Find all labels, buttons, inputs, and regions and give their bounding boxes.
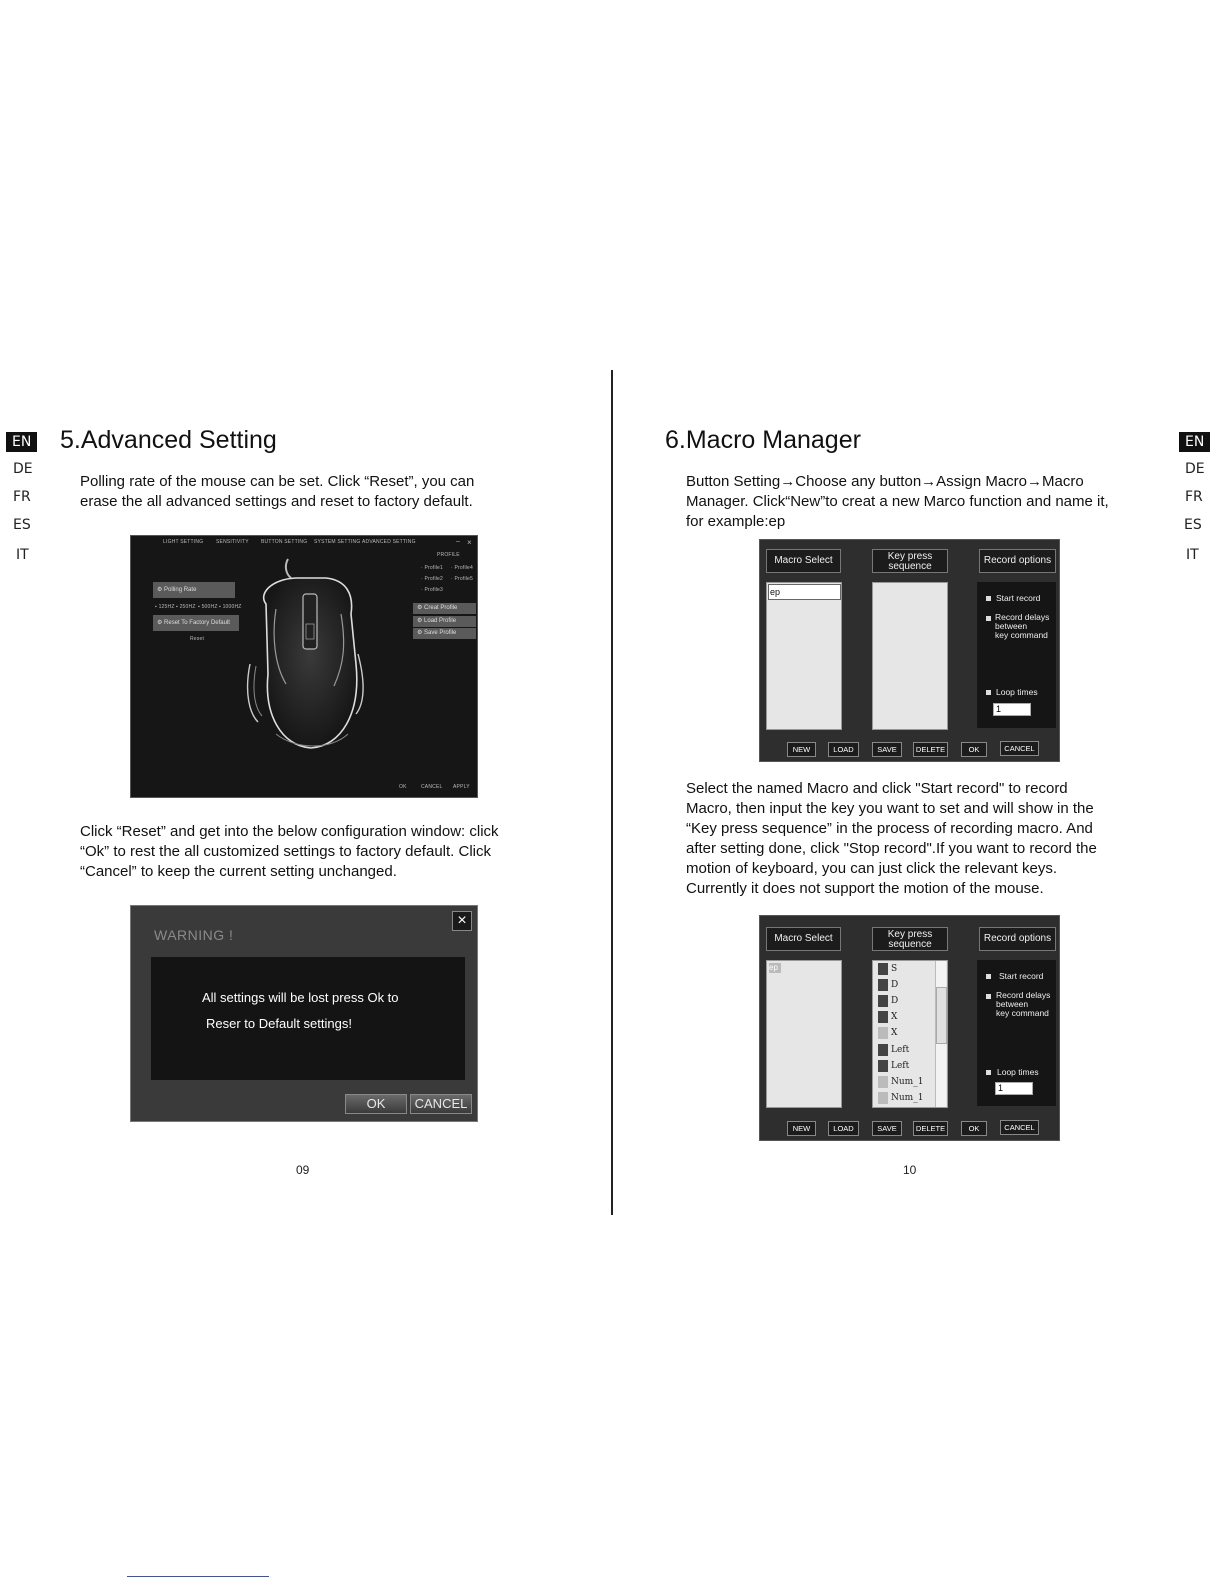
warning-message-line2: Reser to Default settings! — [206, 1016, 352, 1031]
sequence-item[interactable]: Left — [878, 1042, 909, 1058]
arrow-up-icon — [878, 1027, 888, 1039]
record-options-header: Record options — [979, 927, 1056, 951]
lang-tab-de-right[interactable]: DE — [1185, 461, 1205, 477]
macro-list[interactable] — [766, 960, 842, 1108]
loop-times-checkbox[interactable] — [986, 1070, 991, 1075]
page-title-advanced-setting: 5.Advanced Setting — [60, 426, 277, 454]
lang-tab-es-right[interactable]: ES — [1184, 517, 1202, 533]
close-icon[interactable]: × — [452, 911, 472, 931]
polling-option-250[interactable]: ▪ 250HZ — [176, 604, 196, 610]
load-button[interactable]: LOAD — [828, 1121, 859, 1136]
reset-factory-default-button[interactable] — [153, 615, 239, 631]
text-line: “Key press sequence” in the process of recording macro. And — [686, 820, 1093, 837]
warning-ok-button[interactable]: OK — [345, 1094, 407, 1114]
text-line: after setting done, click "Stop record".If you want to record the — [686, 840, 1097, 857]
creat-profile-button[interactable]: ⚙ Creat Profile — [413, 603, 476, 614]
sequence-scrollbar[interactable] — [935, 961, 946, 1107]
macro-select-header: Macro Select — [766, 927, 841, 951]
profile-3[interactable]: · Profile3 — [421, 587, 444, 593]
text-line: Currently it does not support the motion of the mouse. — [686, 880, 1044, 897]
sequence-item[interactable]: Num_1 — [878, 1074, 923, 1090]
sequence-item[interactable]: S — [878, 961, 897, 977]
tab-light-setting[interactable]: LIGHT SETTING — [163, 539, 204, 545]
reset-instructions-paragraph — [80, 822, 499, 882]
advanced-setting-screenshot — [130, 535, 478, 798]
delete-button[interactable]: DELETE — [913, 742, 948, 757]
text-line: erase the all advanced settings and reset to factory default. — [80, 493, 473, 510]
text-line: motion of keyboard, you can just click the relevant keys. — [686, 860, 1058, 877]
load-profile-button[interactable]: ⚙ Load Profile — [413, 616, 476, 627]
profile-1[interactable]: · Profile1 — [421, 565, 444, 571]
tab-advanced-setting[interactable]: ADVANCED SETTING — [362, 539, 416, 545]
cancel-button[interactable]: CANCEL — [1000, 741, 1039, 756]
reset-link[interactable]: Reset — [190, 636, 205, 642]
save-button[interactable]: SAVE — [872, 742, 902, 757]
lang-tab-fr-right[interactable]: FR — [1185, 489, 1203, 505]
warning-message-box — [151, 957, 465, 1080]
lang-tab-es-left[interactable]: ES — [13, 517, 31, 533]
scrollbar-thumb[interactable] — [936, 987, 947, 1044]
record-delays-label: Record delays between key command — [996, 990, 1051, 1018]
macro-list[interactable] — [766, 582, 842, 730]
page-number-right: 10 — [903, 1163, 917, 1177]
key-down-icon — [878, 1044, 888, 1056]
reset-factory-label: Reset To Factory Default — [164, 620, 230, 626]
start-record-label[interactable]: Start record — [999, 971, 1044, 981]
record-delays-checkbox[interactable] — [986, 994, 991, 999]
macro-manager-window-1 — [759, 539, 1060, 762]
sequence-item[interactable]: D — [878, 977, 898, 993]
key-sequence-list[interactable] — [872, 582, 948, 730]
polling-option-500[interactable]: ▪ 500HZ — [198, 604, 218, 610]
profile-4[interactable]: · Profile4 — [451, 565, 474, 571]
lang-tab-fr-left[interactable]: FR — [13, 489, 31, 505]
text-line: Button Setting→Choose any button→Assign Macro→Macro — [686, 473, 1084, 490]
record-delays-checkbox[interactable] — [986, 616, 991, 621]
text-line: for example:ep — [686, 513, 786, 530]
record-options-panel — [977, 960, 1056, 1106]
loop-times-input[interactable]: 1 — [993, 703, 1031, 716]
record-options-header: Record options — [979, 549, 1056, 573]
lang-tab-en-left[interactable]: EN — [6, 432, 37, 452]
loop-times-label: Loop times — [997, 1067, 1039, 1077]
lang-tab-en-right[interactable]: EN — [1179, 432, 1210, 452]
key-down-icon — [878, 1011, 888, 1023]
key-press-sequence-header: Key press sequence — [872, 549, 948, 573]
lang-tab-it-right[interactable]: IT — [1186, 547, 1199, 563]
arrow-down-icon — [878, 1076, 888, 1088]
macro-manager-window-2 — [759, 915, 1060, 1141]
sequence-item[interactable]: D — [878, 993, 898, 1009]
macro-select-header: Macro Select — [766, 549, 841, 573]
apply-button[interactable]: APPLY — [453, 784, 470, 790]
ok-button[interactable]: OK — [399, 784, 407, 790]
key-up-icon — [878, 1060, 888, 1072]
warning-cancel-button[interactable]: CANCEL — [410, 1094, 472, 1114]
text-line: “Ok” to rest the all customized settings to factory default. Click — [80, 843, 491, 860]
warning-title: WARNING ! — [154, 927, 234, 943]
mouse-outline-image — [236, 554, 386, 754]
record-options-panel — [977, 582, 1056, 728]
key-up-icon — [878, 963, 888, 975]
loop-times-checkbox[interactable] — [986, 690, 991, 695]
sequence-item[interactable]: Num_1 — [878, 1090, 923, 1106]
profile-2[interactable]: · Profile2 — [421, 576, 444, 582]
gear-icon: ⚙ — [157, 587, 165, 593]
start-record-checkbox[interactable] — [986, 974, 991, 979]
macro-intro-paragraph — [686, 472, 1109, 532]
key-sequence-list[interactable] — [872, 960, 948, 1108]
tab-button-setting[interactable]: BUTTON SETTING — [261, 539, 308, 545]
start-record-checkbox[interactable] — [986, 596, 991, 601]
profile-heading: PROFILE — [437, 552, 460, 558]
start-record-label[interactable]: Start record — [996, 593, 1041, 603]
gear-icon: ⚙ — [157, 620, 165, 626]
key-press-sequence-header: Key press sequence — [872, 927, 948, 951]
text-line: Select the named Macro and click "Start record" to record — [686, 780, 1068, 797]
polling-rate-label: Polling Rate — [164, 587, 197, 593]
cancel-button[interactable]: CANCEL — [1000, 1120, 1039, 1135]
key-down-icon — [878, 979, 888, 991]
warning-dialog — [130, 905, 478, 1122]
lang-tab-it-left[interactable]: IT — [16, 547, 29, 563]
text-line: Click “Reset” and get into the below configuration window: click — [80, 823, 499, 840]
tab-sensitivity[interactable]: SENSITIVITY — [216, 539, 249, 545]
polling-rate-button[interactable] — [153, 582, 235, 598]
macro-record-paragraph — [686, 779, 1097, 899]
sequence-item[interactable]: X — [878, 1025, 897, 1041]
sequence-item[interactable]: X — [878, 1009, 897, 1025]
text-line: Polling rate of the mouse can be set. Click “Reset”, you can — [80, 473, 475, 490]
text-line: “Cancel” to keep the current setting unchanged. — [80, 863, 397, 880]
minimize-icon[interactable]: – — [456, 538, 461, 545]
arrow-up-icon — [878, 1092, 888, 1104]
text-line: Manager. Click“New”to creat a new Marco function and name it, — [686, 493, 1109, 510]
load-button[interactable]: LOAD — [828, 742, 859, 757]
record-delays-label: Record delays between key command — [995, 612, 1050, 640]
polling-option-125[interactable]: ▪ 125HZ — [155, 604, 175, 610]
tab-system-setting[interactable]: SYSTEM SETTING — [314, 539, 361, 545]
macro-list-item[interactable]: ep — [769, 963, 781, 973]
polling-option-1000[interactable]: ▪ 1000HZ — [219, 604, 242, 610]
lang-tab-de-left[interactable]: DE — [13, 461, 33, 477]
new-button[interactable]: NEW — [787, 1121, 816, 1136]
loop-times-label: Loop times — [996, 687, 1038, 697]
profile-5[interactable]: · Profile5 — [451, 576, 474, 582]
save-button[interactable]: SAVE — [872, 1121, 902, 1136]
key-up-icon — [878, 995, 888, 1007]
page-divider — [611, 370, 613, 1215]
footer-line — [127, 1576, 269, 1577]
ok-button[interactable]: OK — [961, 1121, 987, 1136]
macro-name-input[interactable]: ep — [768, 584, 841, 600]
warning-message-line1: All settings will be lost press Ok to — [202, 990, 399, 1005]
delete-button[interactable]: DELETE — [913, 1121, 948, 1136]
advanced-intro-paragraph — [80, 472, 474, 512]
text-line: Macro, then input the key you want to set and will show in the — [686, 800, 1094, 817]
cancel-button[interactable]: CANCEL — [421, 784, 443, 790]
sequence-item[interactable]: Left — [878, 1058, 909, 1074]
page-number-left: 09 — [296, 1163, 310, 1177]
page-title-macro-manager: 6.Macro Manager — [665, 426, 861, 454]
close-icon[interactable]: × — [467, 538, 472, 547]
ok-button[interactable]: OK — [961, 742, 987, 757]
new-button[interactable]: NEW — [787, 742, 816, 757]
save-profile-button[interactable]: ⚙ Save Profile — [413, 628, 476, 639]
loop-times-input[interactable]: 1 — [995, 1082, 1033, 1095]
